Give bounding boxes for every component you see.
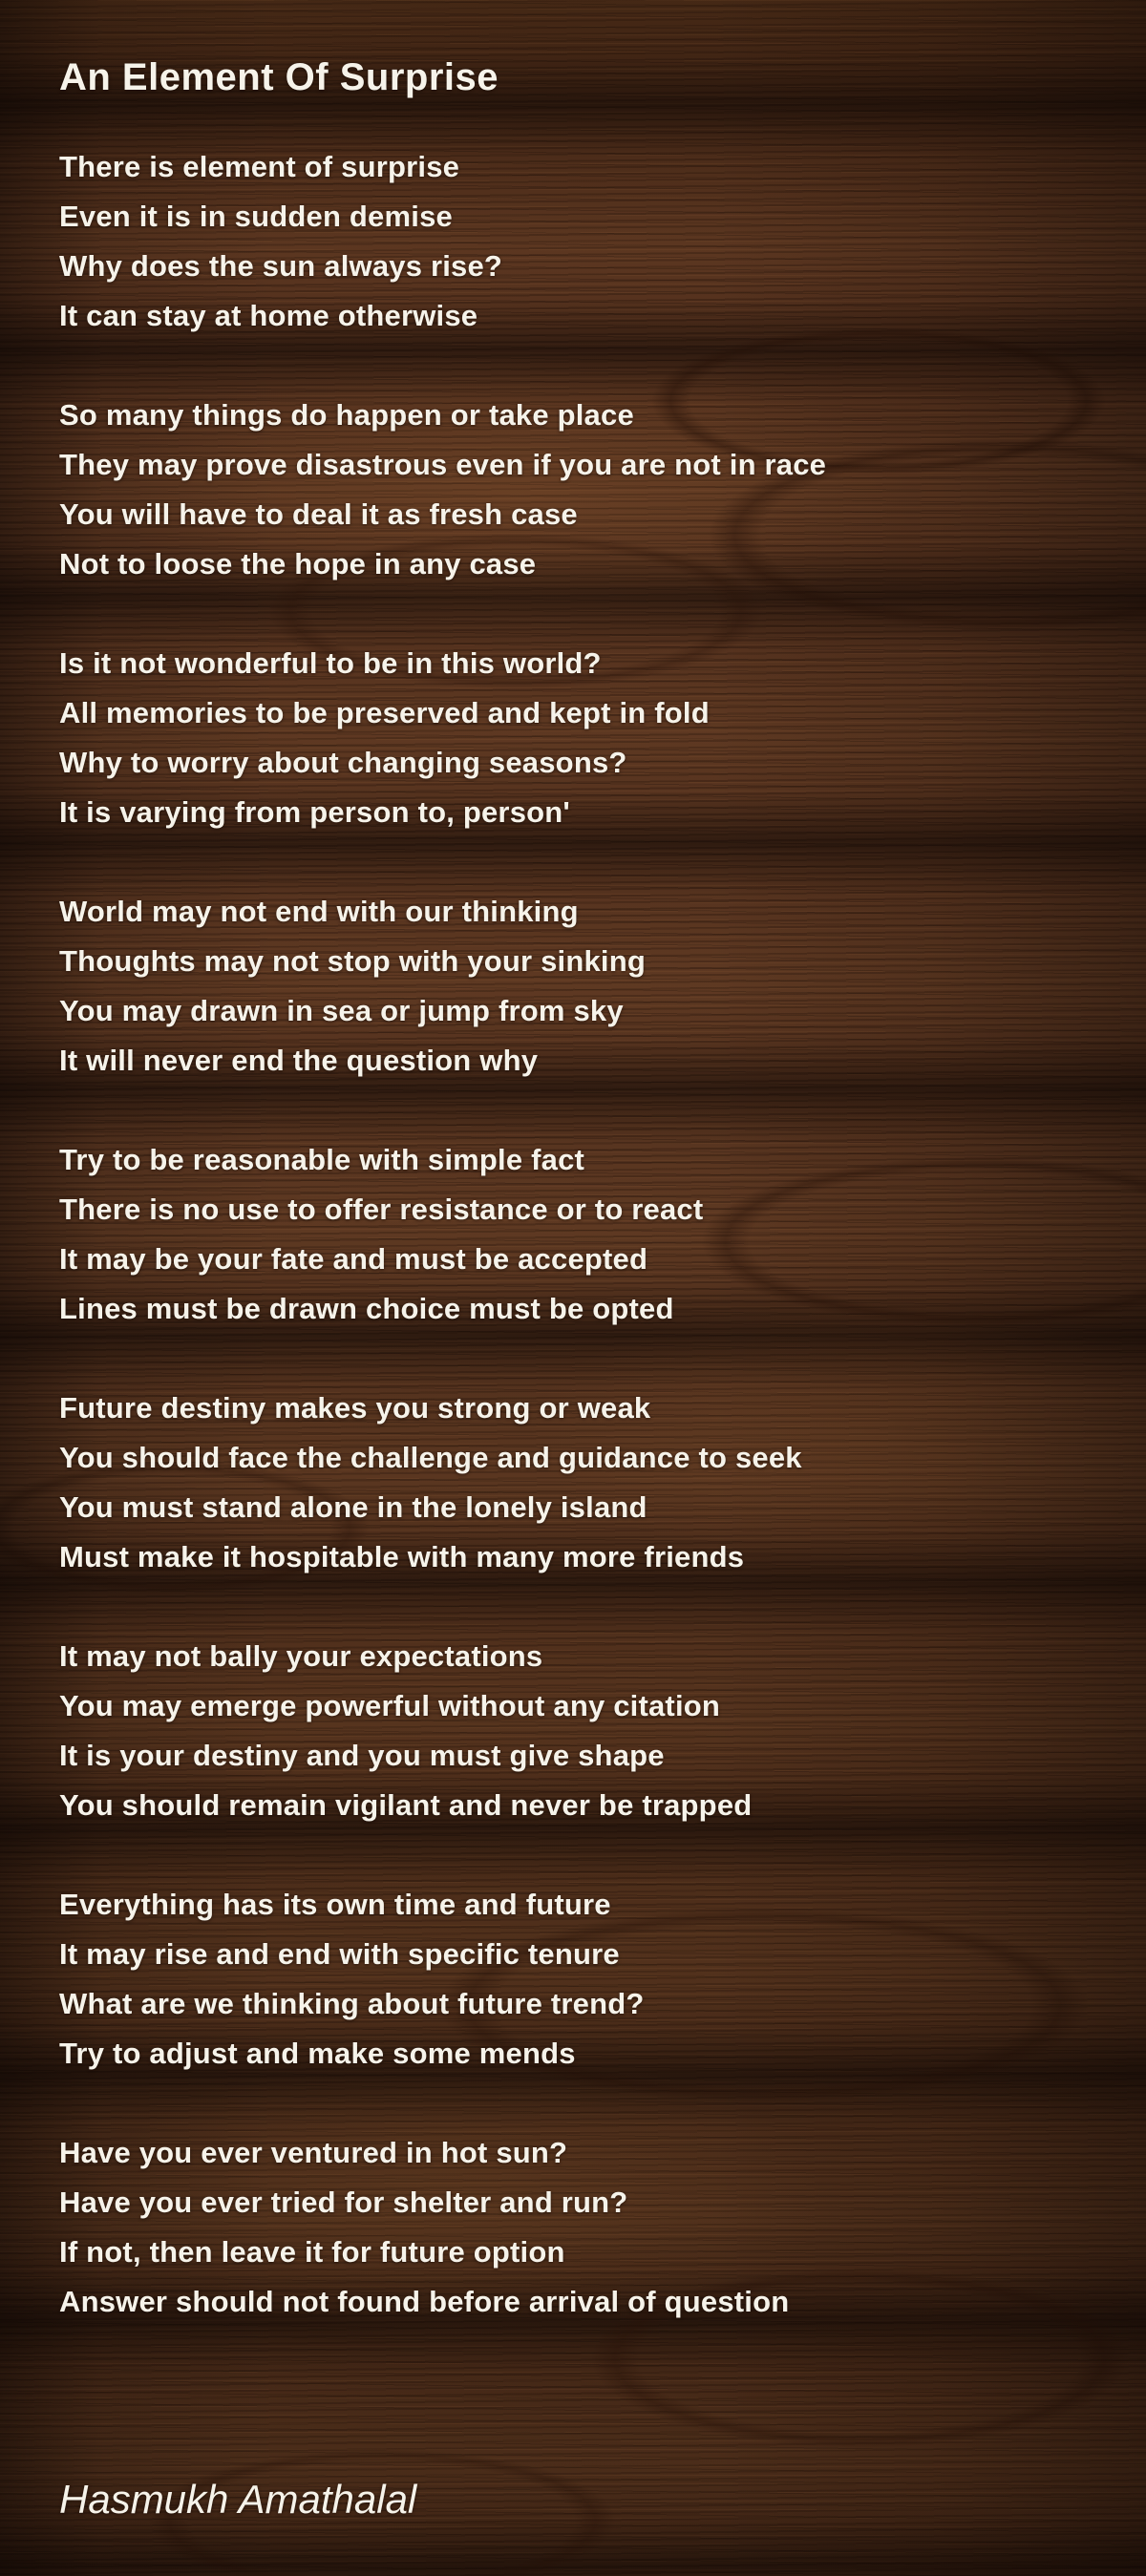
poem-title: An Element Of Surprise (59, 56, 499, 98)
poem-line: Everything has its own time and future (59, 1888, 611, 1921)
poem-stanza-6 (59, 1383, 1117, 1582)
poem-line: You should face the challenge and guidance to seek (59, 1441, 802, 1474)
poem-line: Is it not wonderful to be in this world? (59, 646, 602, 680)
poem-stanza-4 (59, 887, 1117, 1086)
poem-line: If not, then leave it for future option (59, 2235, 565, 2269)
poem-stanza-7 (59, 1632, 1117, 1830)
poem-line: It will never end the question why (59, 1044, 539, 1077)
poem-line: Answer should not found before arrival of question (59, 2285, 790, 2318)
poem-body (59, 142, 1117, 2376)
poem-line: All memories to be preserved and kept in fold (59, 696, 710, 729)
poem-line: Not to loose the hope in any case (59, 547, 537, 581)
poem-line: Try to be reasonable with simple fact (59, 1143, 585, 1176)
poem-line: Thoughts may not stop with your sinking (59, 944, 647, 978)
poem-line: It can stay at home otherwise (59, 299, 478, 332)
poem-line: It is your destiny and you must give shape (59, 1739, 665, 1772)
poem-line: They may prove disastrous even if you are not in race (59, 448, 827, 481)
poem-author-signature: Hasmukh Amathalal (59, 2477, 417, 2522)
poem-line: You may drawn in sea or jump from sky (59, 994, 624, 1027)
poem-line: There is element of surprise (59, 150, 460, 183)
poem-line: There is no use to offer resistance or to react (59, 1193, 704, 1226)
poem-line: Have you ever ventured in hot sun? (59, 2136, 568, 2169)
poem-line: Lines must be drawn choice must be opted (59, 1292, 674, 1325)
poem-stanza-9 (59, 2128, 1117, 2327)
poem-line: World may not end with our thinking (59, 895, 579, 928)
poem-line: Why to worry about changing seasons? (59, 746, 627, 779)
poem-line: So many things do happen or take place (59, 398, 634, 432)
poem-line: Why does the sun always rise? (59, 249, 503, 283)
poem-line: It may rise and end with specific tenure (59, 1937, 620, 1971)
poem-line: You will have to deal it as fresh case (59, 497, 578, 531)
poem-line: You should remain vigilant and never be trapped (59, 1788, 753, 1822)
poem-line: It may be your fate and must be accepted (59, 1242, 648, 1276)
poem-line: It is varying from person to, person' (59, 795, 570, 829)
poem-line: Try to adjust and make some mends (59, 2037, 576, 2070)
poem-stanza-2 (59, 391, 1117, 589)
poem-line: What are we thinking about future trend? (59, 1987, 645, 2020)
poem-stanza-3 (59, 639, 1117, 837)
poem-line: Must make it hospitable with many more friends (59, 1540, 745, 1573)
poem-line: You must stand alone in the lonely island (59, 1490, 647, 1524)
poem-line: Future destiny makes you strong or weak (59, 1391, 651, 1425)
poem-line: You may emerge powerful without any citation (59, 1689, 721, 1722)
poem-stanza-5 (59, 1135, 1117, 1334)
poem-line: Even it is in sudden demise (59, 200, 453, 233)
poem-stanza-8 (59, 1880, 1117, 2079)
poem-stanza-1 (59, 142, 1117, 341)
poem-line: Have you ever tried for shelter and run? (59, 2185, 628, 2219)
poem-line: It may not bally your expectations (59, 1639, 543, 1673)
